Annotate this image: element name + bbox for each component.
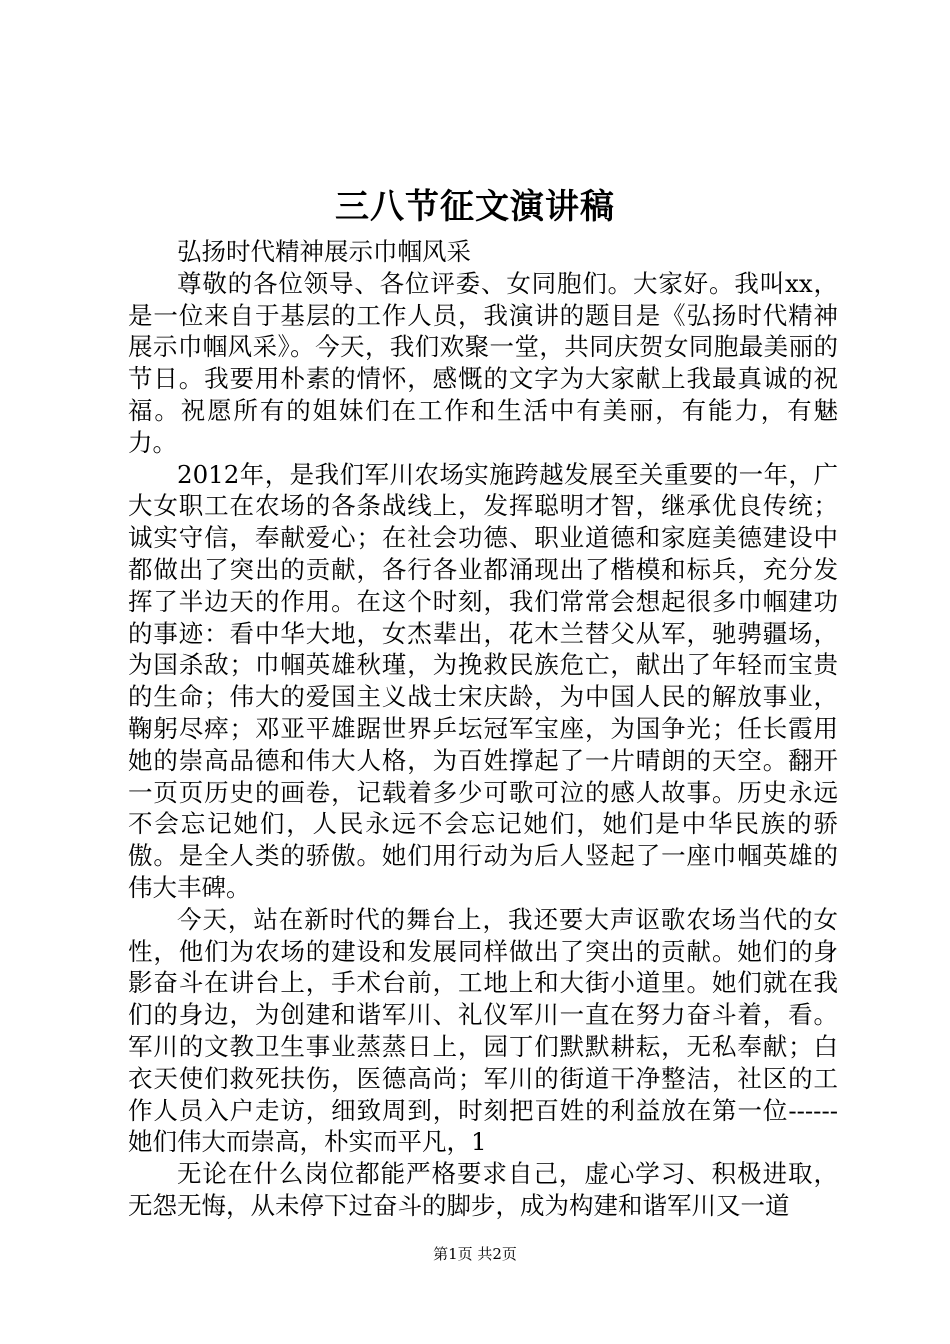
- paragraph-continued: 无论在什么岗位都能严格要求自己，虚心学习、积极进取，无怨无悔，从未停下过奋斗的脚步，成为构建和谐军川又一道: [128, 1159, 838, 1220]
- paragraph-today: 今天，站在新时代的舞台上，我还要大声讴歌农场当代的女性，他们为农场的建设和发展同样做出了突出的贡献。她们的身影奋斗在讲台上，手术台前，工地上和大街小道里。她们就在我们的身边，为创建和谐军川、礼仪军川一直在努力奋斗着，看。军川的文教卫生事业蒸蒸日上，园丁们默默耕耘，无私奉献；白衣天使们救死扶伤，医德高尚；军川的街道干净整洁，社区的工作人员入户走访，细致周到，时刻把百姓的利益放在第一位------她们伟大而崇高，朴实而平凡，1: [128, 904, 838, 1157]
- page-title: 三八节征文演讲稿: [335, 187, 615, 227]
- paragraph-history: 2012年，是我们军川农场实施跨越发展至关重要的一年，广大女职工在农场的各条战线上，发挥聪明才智，继承优良传统；诚实守信，奉献爱心；在社会功德、职业道德和家庭美德建设中都做出了突出的贡献，各行各业都涌现出了楷模和标兵，充分发挥了半边天的作用。在这个时刻，我们常常会想起很多巾帼建功的事迹：看中华大地，女杰辈出，花木兰替父从军，驰骋疆场，为国杀敌；巾帼英雄秋瑾，为挽救民族危亡，献出了年轻而宝贵的生命；伟大的爱国主义战士宋庆龄，为中国人民的解放事业，鞠躬尽瘁；邓亚平雄踞世界乒坛冠军宝座，为国争光；任长霞用她的崇高品德和伟大人格，为百姓撑起了一片晴朗的天空。翻开一页页历史的画卷，记载着多少可歌可泣的感人故事。历史永远不会忘记她们，人民永远不会忘记她们，她们是中华民族的骄傲。是全人类的骄傲。她们用行动为后人竖起了一座巾帼英雄的伟大丰碑。: [128, 459, 838, 902]
- page-footer: 第1页 共2页: [433, 1245, 517, 1263]
- paragraph-greeting: 尊敬的各位领导、各位评委、女同胞们。大家好。我叫xx，是一位来自于基层的工作人员，我演讲的题目是《弘扬时代精神展示巾帼风采》。今天，我们欢聚一堂，共同庆贺女同胞最美丽的节日。我要用朴素的情怀，感慨的文字为大家献上我最真诚的祝福。祝愿所有的姐妹们在工作和生活中有美丽，有能力，有魅力。: [128, 268, 838, 457]
- document-subtitle: 弘扬时代精神展示巾帼风采: [177, 237, 471, 266]
- document-body: [128, 236, 838, 1222]
